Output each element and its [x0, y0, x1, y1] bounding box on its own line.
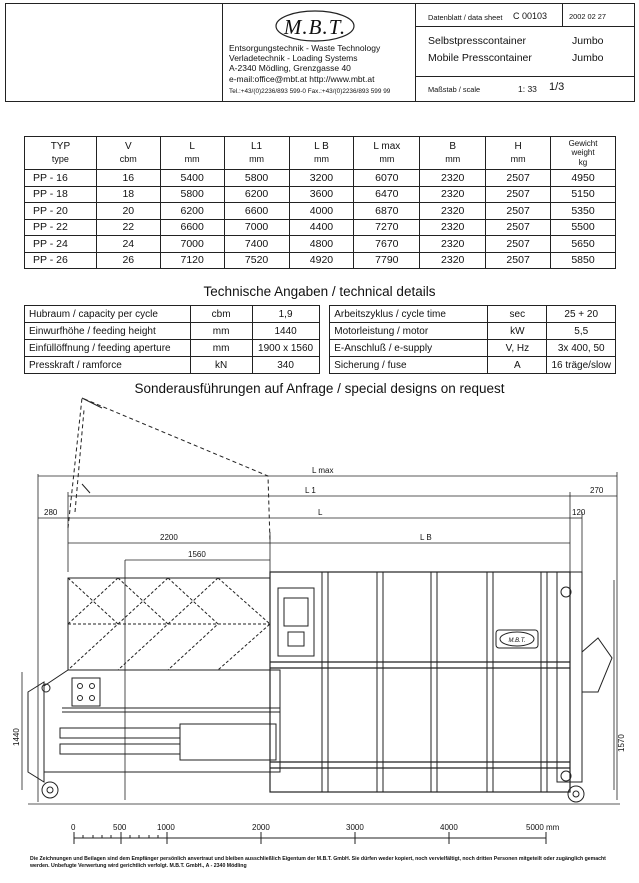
header-cell: L B mm [289, 137, 354, 170]
spec-value-cell: 7000 [224, 219, 289, 236]
dim-label-1570: 1570 [617, 734, 626, 752]
tech-gap [319, 357, 330, 374]
tech-row [25, 357, 616, 374]
dim-label-2200: 2200 [160, 533, 178, 542]
address-line-1: Entsorgungstechnik - Waste Technology [229, 43, 381, 53]
spec-value-cell: 7270 [354, 219, 420, 236]
spec-value-cell: 4800 [289, 236, 354, 253]
spec-value-cell: 2320 [420, 219, 486, 236]
tech-label-cell: Einwurfhöhe / feeding height [25, 323, 191, 340]
tech-value-cell: sec [488, 306, 547, 323]
phone-fax: Tel.:+43/(0)2236/893 599-0 Fax.:+43/(0)2236/893 599 99 [229, 88, 391, 95]
spec-value-cell: 7000 [160, 236, 224, 253]
special-designs-note: Sonderausführungen auf Anfrage / special designs on request [134, 381, 505, 396]
dim-label-1560: 1560 [188, 550, 206, 559]
tech-label-cell: Einfüllöffnung / feeding aperture [25, 340, 191, 357]
feeding-hopper [68, 578, 270, 670]
title-english: Mobile Presscontainer [428, 52, 532, 64]
spec-value-cell: 6200 [224, 186, 289, 203]
spec-value-cell: 2320 [420, 170, 486, 187]
spec-value-cell: 2320 [420, 186, 486, 203]
spec-row [25, 236, 616, 253]
spec-value-cell: 5400 [160, 170, 224, 187]
spec-value-cell: 2507 [486, 219, 551, 236]
address-line-3: A-2340 Mödling, Grenzgasse 40 [229, 63, 351, 73]
legal-footnote: Die Zeichnungen und Beilagen sind dem Empfänger persönlich anvertraut und bleiben ausschließlich Eigentum der M.B.T. GmbH. Sie dürfen weder kopiert, noch vervielfältigt, noch dritten Personen mitgeteilt oder zugänglich gemacht werden. Unbefugte Verwertung wird gerichtlich verfolgt. M.B.T. GmbH., A - 2340 Mödling [30, 856, 606, 869]
header-cell: L max mm [354, 137, 420, 170]
header-cell: L1 mm [224, 137, 289, 170]
scale-label: Maßstab / scale [428, 85, 481, 94]
scale-value: 1: 33 [518, 84, 537, 94]
spec-value-cell: 5850 [551, 252, 616, 269]
tech-value-cell: 340 [252, 357, 319, 374]
spec-value-cell: 4920 [289, 252, 354, 269]
model-name-2: Jumbo [572, 52, 604, 64]
spec-value-cell: 2507 [486, 170, 551, 187]
tech-label-cell: Sicherung / fuse [330, 357, 488, 374]
header-cell: V cbm [96, 137, 160, 170]
dimension-lines [22, 472, 617, 802]
spec-value-cell: 6600 [160, 219, 224, 236]
title-german: Selbstpresscontainer [428, 35, 527, 47]
tech-value-cell: cbm [190, 306, 252, 323]
spec-type-cell: PP - 26 [25, 252, 97, 269]
scale-fraction: 1/3 [549, 81, 565, 93]
tech-details-title: Technische Angaben / technical details [203, 284, 436, 299]
tech-value-cell: V, Hz [488, 340, 547, 357]
header-cell: L mm [160, 137, 224, 170]
dim-label-lb: L B [420, 533, 432, 542]
scale-label-2000: 2000 [252, 823, 270, 832]
spec-value-cell: 2320 [420, 203, 486, 220]
tech-row [25, 340, 616, 357]
spec-value-cell: 6600 [224, 203, 289, 220]
tech-label-cell: E-Anschluß / e-supply [330, 340, 488, 357]
scale-label-500: 500 [113, 823, 127, 832]
spec-type-cell: PP - 24 [25, 236, 97, 253]
spec-value-cell: 2507 [486, 236, 551, 253]
press-unit [28, 670, 280, 782]
tech-label-cell: Hubraum / capacity per cycle [25, 306, 191, 323]
address-line-4: e-mail:office@mbt.at http://www.mbt.at [229, 74, 375, 84]
spec-value-cell: 5800 [160, 186, 224, 203]
spec-value-cell: 7670 [354, 236, 420, 253]
tech-value-cell: 1900 x 1560 [252, 340, 319, 357]
mbt-logo [274, 8, 356, 44]
datasheet-number: C 00103 [513, 11, 548, 21]
model-name-1: Jumbo [572, 35, 604, 47]
dim-label-270: 270 [590, 486, 604, 495]
spec-value-cell: 7790 [354, 252, 420, 269]
tech-row [25, 323, 616, 340]
scale-label-5000: 5000 mm [526, 823, 560, 832]
logo-text: M.B.T. [283, 15, 347, 39]
tech-value-cell: 25 + 20 [547, 306, 616, 323]
header-cell: TYP type [25, 137, 97, 170]
spec-value-cell: 7120 [160, 252, 224, 269]
spec-value-cell: 4400 [289, 219, 354, 236]
spec-value-cell: 5800 [224, 170, 289, 187]
tech-row [25, 306, 616, 323]
tech-gap [319, 306, 330, 323]
scale-label-3000: 3000 [346, 823, 364, 832]
weight-header-cell: Gewicht weight kg [551, 137, 616, 170]
spec-row [25, 170, 616, 187]
spec-value-cell: 2320 [420, 236, 486, 253]
tech-gap [319, 340, 330, 357]
dim-label-lmax: L max [312, 466, 334, 475]
hopper-lid-open-outline [68, 398, 270, 542]
scale-label-4000: 4000 [440, 823, 458, 832]
tech-value-cell: A [488, 357, 547, 374]
electric-cabinet [278, 588, 314, 656]
tech-value-cell: kW [488, 323, 547, 340]
spec-value-cell: 16 [96, 170, 160, 187]
spec-value-cell: 20 [96, 203, 160, 220]
scale-bar [74, 832, 546, 844]
lid-arm [82, 484, 90, 493]
tech-value-cell: 3x 400, 50 [547, 340, 616, 357]
container-logo-text: M.B.T. [508, 638, 526, 644]
spec-value-cell: 5650 [551, 236, 616, 253]
spec-value-cell: 6870 [354, 203, 420, 220]
spec-type-cell: PP - 16 [25, 170, 97, 187]
spec-value-cell: 4000 [289, 203, 354, 220]
tech-table [24, 305, 616, 374]
spec-value-cell: 2320 [420, 252, 486, 269]
spec-value-cell: 5350 [551, 203, 616, 220]
spec-value-cell: 18 [96, 186, 160, 203]
spec-header-row [25, 137, 616, 170]
container-side-view-drawing [0, 392, 639, 854]
container-ribs [322, 572, 547, 792]
tech-label-cell: Motorleistung / motor [330, 323, 488, 340]
rear-door [557, 572, 612, 782]
title-block [5, 3, 635, 102]
header-cell: H mm [486, 137, 551, 170]
tech-value-cell: 16 träge/slow [547, 357, 616, 374]
sheet-date: 2002 02 27 [569, 12, 606, 21]
lid-handle [82, 398, 102, 408]
tech-label-cell: Arbeitszyklus / cycle time [330, 306, 488, 323]
spec-value-cell: 7400 [224, 236, 289, 253]
spec-row [25, 219, 616, 236]
dim-label-280: 280 [44, 508, 58, 517]
tech-value-cell: kN [190, 357, 252, 374]
spec-value-cell: 3200 [289, 170, 354, 187]
spec-value-cell: 2507 [486, 203, 551, 220]
spec-type-cell: PP - 20 [25, 203, 97, 220]
spec-value-cell: 6070 [354, 170, 420, 187]
spec-value-cell: 26 [96, 252, 160, 269]
spec-value-cell: 2507 [486, 186, 551, 203]
spec-value-cell: 4950 [551, 170, 616, 187]
tech-value-cell: mm [190, 323, 252, 340]
spec-value-cell: 5150 [551, 186, 616, 203]
spec-row [25, 203, 616, 220]
spec-value-cell: 2507 [486, 252, 551, 269]
dim-label-l: L [318, 508, 323, 517]
scale-label-1000: 1000 [157, 823, 175, 832]
spec-value-cell: 5500 [551, 219, 616, 236]
spec-value-cell: 7520 [224, 252, 289, 269]
tech-value-cell: 5,5 [547, 323, 616, 340]
dim-label-l1: L 1 [305, 486, 316, 495]
spec-value-cell: 3600 [289, 186, 354, 203]
datasheet-label: Datenblatt / data sheet [428, 13, 503, 22]
scale-label-0: 0 [71, 823, 76, 832]
header-cell: B mm [420, 137, 486, 170]
spec-row [25, 252, 616, 269]
container-body [270, 572, 570, 792]
spec-value-cell: 22 [96, 219, 160, 236]
spec-value-cell: 24 [96, 236, 160, 253]
spec-value-cell: 6200 [160, 203, 224, 220]
tech-value-cell: 1440 [252, 323, 319, 340]
spec-type-cell: PP - 18 [25, 186, 97, 203]
dim-label-120: 120 [572, 508, 586, 517]
tech-gap [319, 323, 330, 340]
spec-value-cell: 6470 [354, 186, 420, 203]
address-line-2: Verladetechnik - Loading Systems [229, 53, 358, 63]
tech-label-cell: Presskraft / ramforce [25, 357, 191, 374]
tech-value-cell: 1,9 [252, 306, 319, 323]
tech-value-cell: mm [190, 340, 252, 357]
dim-label-1440: 1440 [12, 728, 21, 746]
spec-row [25, 186, 616, 203]
spec-table [24, 136, 616, 269]
spec-type-cell: PP - 22 [25, 219, 97, 236]
